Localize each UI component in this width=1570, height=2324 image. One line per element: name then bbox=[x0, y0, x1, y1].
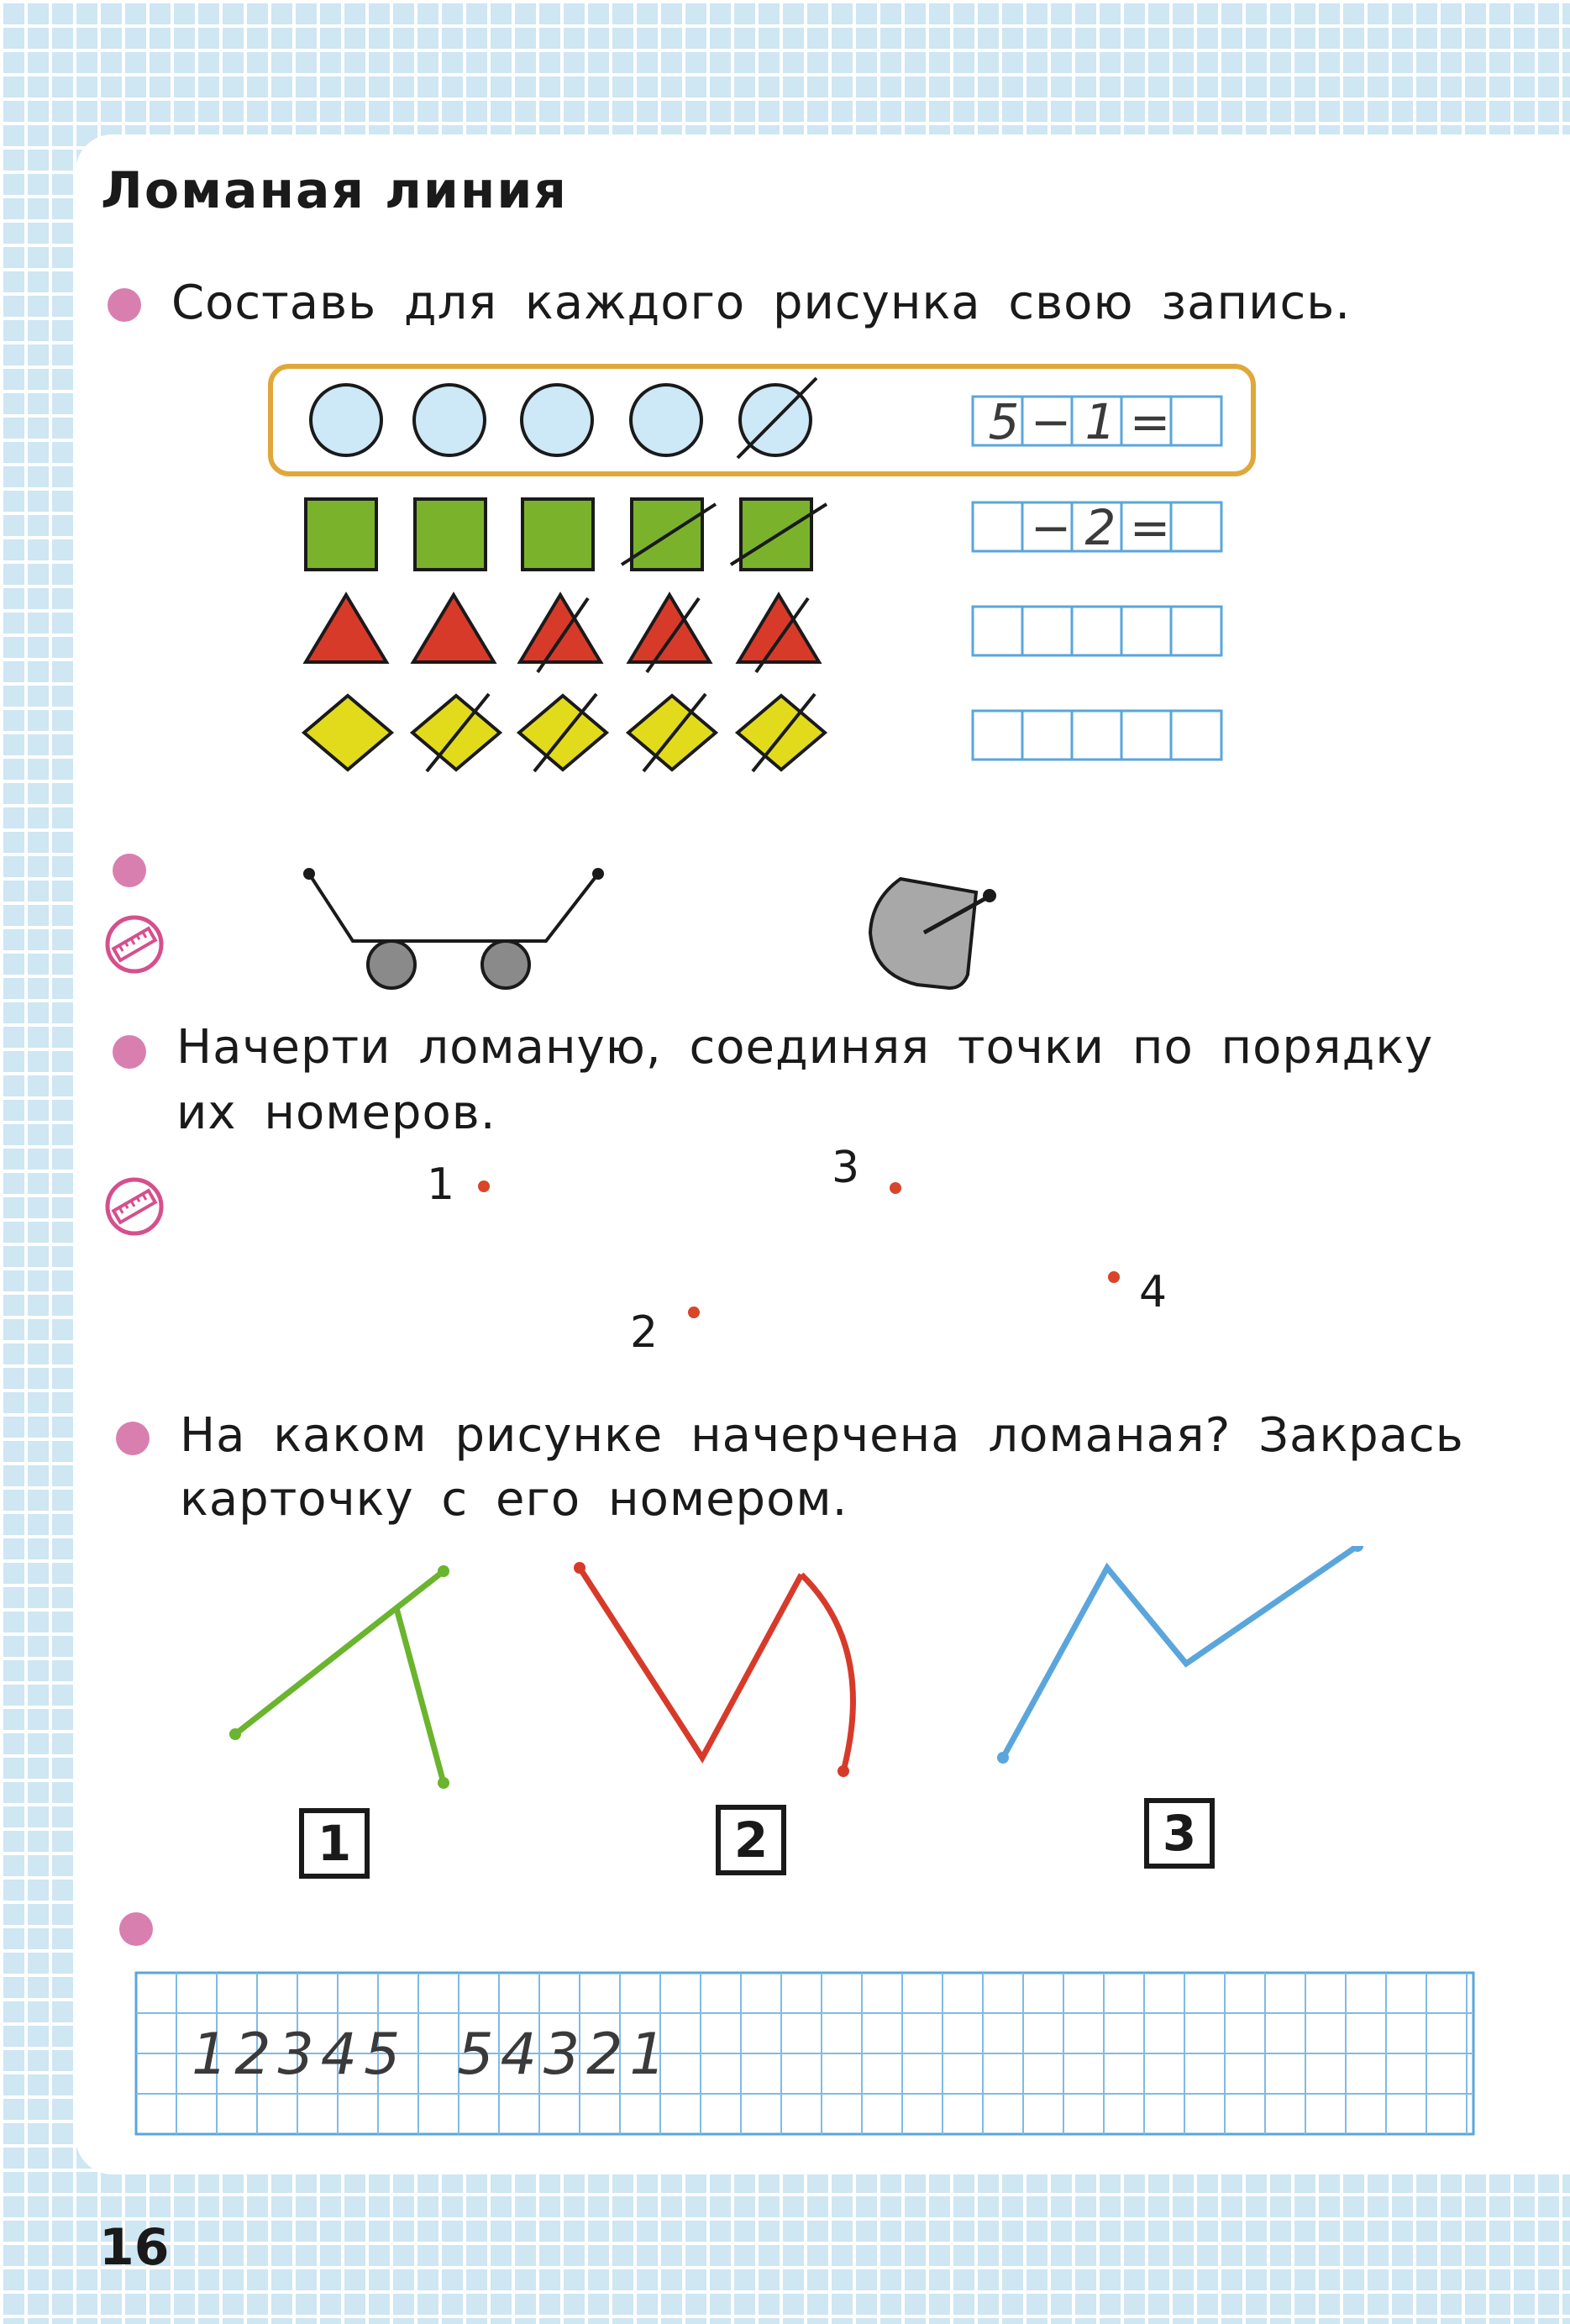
point-3 bbox=[890, 1182, 901, 1194]
answer-grid-4 bbox=[973, 711, 1221, 760]
written-digit: 4 bbox=[320, 2022, 365, 2088]
numbered-points bbox=[0, 1159, 1570, 1378]
figure-2-red bbox=[574, 1562, 853, 1777]
bullet-task-5 bbox=[119, 1912, 153, 1946]
answer-1-digit-a: 5 bbox=[988, 393, 1020, 450]
point-2 bbox=[688, 1307, 700, 1318]
point-4 bbox=[1108, 1271, 1120, 1283]
shape-rows bbox=[0, 0, 1570, 807]
point-label-2: 2 bbox=[630, 1307, 659, 1358]
square-row bbox=[306, 499, 827, 570]
written-digit: 4 bbox=[500, 2022, 543, 2088]
bullet-task-3 bbox=[113, 1035, 146, 1069]
bullet-task-4 bbox=[116, 1422, 150, 1455]
answer-1-digit-b: 1 bbox=[1084, 393, 1116, 450]
triangle-shape bbox=[520, 595, 601, 662]
trace-pictures bbox=[286, 849, 1193, 1008]
card-3[interactable]: 3 bbox=[1144, 1798, 1215, 1869]
written-digit: 3 bbox=[543, 2022, 587, 2088]
shovel-icon bbox=[870, 879, 996, 988]
circle-shape bbox=[522, 385, 592, 455]
point-label-1: 1 bbox=[427, 1159, 455, 1210]
task-3-text-line-2: их номеров. bbox=[176, 1086, 496, 1140]
diamond-shape bbox=[519, 696, 606, 770]
point-label-4: 4 bbox=[1139, 1267, 1168, 1317]
written-digit: 2 bbox=[234, 2022, 278, 2088]
triangle-row bbox=[306, 595, 819, 672]
task-4-text-line-2: карточку с его номером. bbox=[180, 1472, 848, 1527]
page-title: Ломаная линия bbox=[101, 161, 568, 220]
card-2[interactable]: 2 bbox=[716, 1805, 786, 1875]
triangle-shape bbox=[629, 595, 710, 662]
cart-icon bbox=[303, 868, 604, 988]
ruler-icon bbox=[104, 914, 165, 975]
written-digit: 5 bbox=[364, 2022, 407, 2088]
diamond-shape bbox=[738, 696, 825, 770]
answer-2-minus: − bbox=[1030, 499, 1072, 556]
diamond-shape bbox=[304, 696, 391, 770]
figure-3-blue bbox=[997, 1546, 1363, 1764]
card-1[interactable]: 1 bbox=[299, 1808, 370, 1879]
circle-shape bbox=[414, 385, 485, 455]
triangle-shape bbox=[738, 595, 819, 662]
line-figures bbox=[0, 1546, 1570, 1798]
figure-1-green bbox=[229, 1565, 449, 1789]
diamond-row bbox=[304, 694, 825, 771]
written-digit: 1 bbox=[629, 2022, 673, 2088]
answer-grid-3 bbox=[973, 607, 1221, 655]
diamond-shape bbox=[628, 696, 716, 770]
triangle-shape bbox=[306, 595, 386, 662]
circle-row bbox=[311, 378, 817, 458]
square-shape bbox=[522, 499, 593, 570]
page-number: 16 bbox=[99, 2218, 170, 2277]
task-3-text-line-1: Начерти ломаную, соединяя точки по порядку bbox=[176, 1020, 1434, 1075]
answer-1-equals: = bbox=[1129, 393, 1171, 450]
answer-2-digit-b: 2 bbox=[1084, 499, 1116, 556]
square-shape bbox=[415, 499, 486, 570]
point-1 bbox=[478, 1180, 490, 1192]
written-digit: 3 bbox=[277, 2022, 321, 2088]
task-1-text: Составь для каждого рисунка свою запись. bbox=[171, 276, 1352, 330]
written-digit: 2 bbox=[586, 2022, 630, 2088]
answer-2-equals: = bbox=[1129, 499, 1171, 556]
task-4-text-line-1: На каком рисунке начерчена ломаная? Закрась bbox=[180, 1408, 1464, 1463]
square-shape bbox=[306, 499, 376, 570]
answer-1-minus: − bbox=[1030, 393, 1072, 450]
triangle-shape bbox=[413, 595, 494, 662]
circle-shape bbox=[311, 385, 381, 455]
written-digit: 1 bbox=[192, 2022, 235, 2088]
point-label-3: 3 bbox=[832, 1143, 860, 1193]
circle-shape bbox=[631, 385, 701, 455]
written-digit: 5 bbox=[457, 2022, 501, 2088]
written-sequence bbox=[192, 2022, 673, 2088]
bullet-task-2 bbox=[113, 854, 146, 887]
